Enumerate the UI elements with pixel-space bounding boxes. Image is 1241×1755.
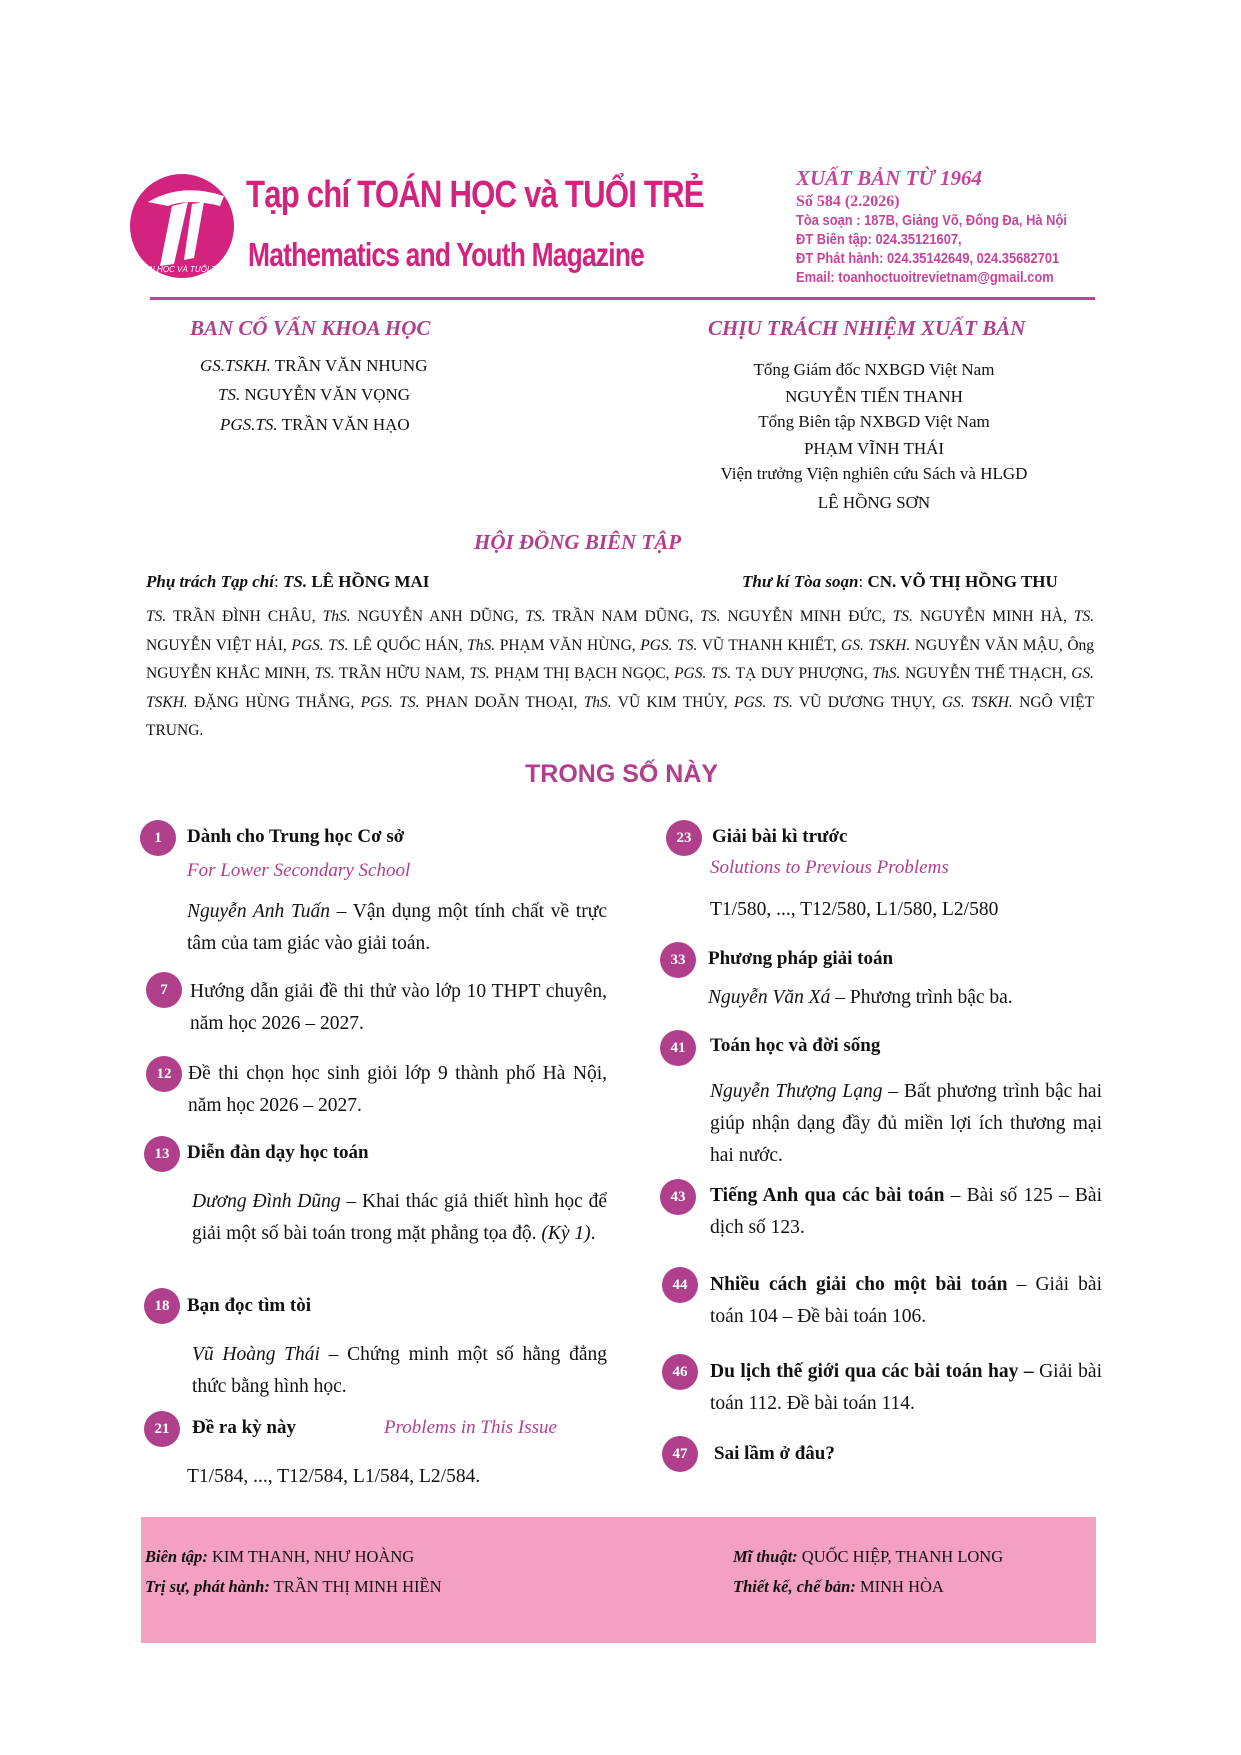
toc-section-heading[interactable]: Đề ra kỳ này — [192, 1417, 296, 1438]
toc-page-badge: 12 — [146, 1056, 182, 1092]
toc-section-heading[interactable]: Sai lầm ở đâu? — [714, 1443, 835, 1464]
toc-article[interactable]: Dương Đình Dũng – Khai thác giả thiết hình học để giải một số bài toán trong mặt phẳng tọa độ. (Kỳ 1). — [192, 1191, 608, 1244]
credit-design: Thiết kế, chế bản: MINH HÒA — [733, 1577, 944, 1596]
board-member: GS. TSKH. NGÔ VIỆT TRUNG — [146, 693, 1095, 739]
toc-title: TRONG SỐ NÀY — [525, 760, 719, 788]
board-member: ThS. NGUYỄN THẾ THẠCH — [872, 665, 1063, 682]
office-address: Tòa soạn : 187B, Giảng Võ, Đống Đa, Hà Nội — [796, 212, 1067, 229]
editorial-board-members: TS. TRẦN ĐÌNH CHÂU, ThS. NGUYỄN ANH DŨNG, TS. TRẦN NAM DŨNG, TS. NGUYỄN MINH ĐỨC, TS. NGUYỄN MINH HÀ, TS. NGUYỄN VIỆT HẢI, PGS. TS. LÊ QUỐC HÁN, ThS. PHẠM VĂN HÙNG, PGS. TS. VŨ THANH KHIẾT, GS. TSKH. NGUYỄN VĂN MẬU, Ông NGUYỄN KHẮC MINH, TS. TRẦN HỮU NAM, TS. PHẠM THỊ BẠCH NGỌC, PGS. TS. TẠ DUY PHƯỢNG, ThS. NGUYỄN THẾ THẠCH, GS. TSKH. ĐẶNG HÙNG THẮNG, PGS. TS. PHAN DOÃN THOẠI, ThS. VŨ KIM THỦY, PGS. TS. VŨ DƯƠNG THỤY, GS. TSKH. NGÔ VIỆT TRUNG. — [146, 608, 1095, 739]
toc-page-badge: 43 — [660, 1179, 696, 1215]
board-member: ThS. PHẠM VĂN HÙNG — [467, 636, 632, 654]
editorial-board-title: HỘI ĐỒNG BIÊN TẬP — [474, 530, 682, 554]
magazine-title-vietnamese: Tạp chí TOÁN HỌC và TUỔI TRẺ — [246, 174, 704, 216]
board-member: GS. TSKH. NGUYỄN VĂN MẬU — [841, 636, 1059, 654]
magazine-chief: Phụ trách Tạp chí: TS. LÊ HỒNG MAI — [146, 572, 430, 591]
credit-editors: Biên tập: KIM THANH, NHƯ HOÀNG — [145, 1547, 415, 1566]
toc-page-badge: 7 — [146, 972, 182, 1008]
board-member: Ông NGUYỄN KHẮC MINH — [146, 636, 1095, 682]
toc-page-badge: 47 — [662, 1436, 698, 1472]
toc-article[interactable]: Tiếng Anh qua các bài toán – Bài số 125 – Bài dịch số 123. — [710, 1185, 1102, 1238]
toc-section-heading[interactable]: Toán học và đời sống — [710, 1035, 881, 1056]
director-name: NGUYỄN TIẾN THANH — [785, 387, 963, 406]
board-member: ThS. VŨ KIM THỦY — [583, 693, 724, 711]
toc-page-badge: 46 — [662, 1354, 698, 1390]
toc-page-badge: 21 — [144, 1411, 180, 1447]
logo-caption: TOÁN HỌC VÀ TUỔI TRẺ — [132, 265, 228, 274]
toc-article[interactable]: T1/580, ..., T12/580, L1/580, L2/580 — [710, 899, 999, 920]
toc-article[interactable]: Nguyễn Anh Tuấn – Vận dụng một tính chất về trực tâm của tam giác vào giải toán. — [187, 901, 607, 954]
board-member: TS. NGUYỄN MINH HÀ — [892, 608, 1063, 625]
issue-number: Số 584 (2.2026) — [796, 193, 900, 210]
board-member: TS. TRẦN ĐÌNH CHÂU — [146, 608, 312, 625]
board-member: TS. NGUYỄN MINH ĐỨC — [700, 608, 882, 625]
institute-head-name: LÊ HỒNG SƠN — [817, 493, 931, 512]
editor-in-chief-name: PHẠM VĨNH THÁI — [803, 439, 945, 458]
distribution-phone: ĐT Phát hành: 024.35142649, 024.35682701 — [796, 250, 1060, 267]
magazine-logo — [128, 172, 236, 280]
toc-article[interactable]: Vũ Hoàng Thái – Chứng minh một số hằng đẳng thức bằng hình học. — [192, 1344, 607, 1397]
toc-section-subtitle: For Lower Secondary School — [187, 860, 411, 881]
staff-credits-box — [141, 1517, 1096, 1643]
toc-page-badge: 13 — [144, 1136, 180, 1172]
credit-administration: Trị sự, phát hành: TRẦN THỊ MINH HIỀN — [145, 1577, 442, 1596]
published-since: XUẤT BẢN TỪ 1964 — [796, 166, 983, 190]
director-role: Tổng Giám đốc NXBGD Việt Nam — [753, 360, 995, 379]
advisory-board-title: BAN CỐ VẤN KHOA HỌC — [190, 316, 431, 340]
advisory-member: PGS.TS. TRẦN VĂN HẠO — [220, 415, 410, 434]
header-divider — [150, 297, 1095, 300]
toc-page-badge: 41 — [660, 1030, 696, 1066]
board-member: PGS. TS. PHAN DOÃN THOẠI — [360, 693, 574, 711]
toc-section-heading[interactable]: Giải bài kì trước — [712, 826, 848, 847]
board-member: PGS. TS. LÊ QUỐC HÁN — [291, 636, 459, 654]
board-member: TS. NGUYỄN VIỆT HẢI — [146, 608, 1095, 654]
board-member: ThS. NGUYỄN ANH DŨNG — [322, 608, 515, 625]
toc-section-heading[interactable]: Dành cho Trung học Cơ sở — [187, 826, 405, 847]
toc-article[interactable]: Nguyễn Văn Xá – Phương trình bậc ba. — [708, 987, 1013, 1008]
toc-page-badge: 18 — [144, 1288, 180, 1324]
board-member: TS. TRẦN NAM DŨNG — [525, 608, 690, 625]
toc-section-heading[interactable]: Phương pháp giải toán — [708, 948, 894, 969]
toc-page-badge: 1 — [140, 820, 176, 856]
editorial-secretary: Thư kí Tòa soạn: CN. VÕ THỊ HỒNG THU — [742, 572, 1058, 591]
publication-info — [796, 166, 1096, 287]
institute-head-role: Viện trưởng Viện nghiên cứu Sách và HLGD — [720, 464, 1028, 483]
responsibility-title: CHỊU TRÁCH NHIỆM XUẤT BẢN — [708, 316, 1026, 340]
toc-section-subtitle: Problems in This Issue — [384, 1417, 557, 1438]
toc-page-badge: 44 — [662, 1267, 698, 1303]
board-member: PGS. TS. VŨ THANH KHIẾT — [640, 636, 833, 654]
board-member: PGS. TS. VŨ DƯƠNG THỤY — [734, 693, 932, 711]
board-member: TS. TRẦN HỮU NAM — [314, 665, 462, 682]
toc-page-badge: 33 — [660, 942, 696, 978]
toc-section-subtitle: Solutions to Previous Problems — [710, 857, 949, 878]
board-member: TS. PHẠM THỊ BẠCH NGỌC — [469, 665, 666, 682]
toc-article[interactable]: Hướng dẫn giải đề thi thử vào lớp 10 THPT chuyên, năm học 2026 – 2027. — [190, 981, 607, 1034]
advisory-member: TS. NGUYỄN VĂN VỌNG — [218, 385, 411, 404]
editor-phone: ĐT Biên tập: 024.35121607, — [796, 231, 962, 248]
toc-article[interactable]: T1/584, ..., T12/584, L1/584, L2/584. — [187, 1466, 481, 1487]
magazine-title-english: Mathematics and Youth Magazine — [248, 236, 645, 273]
toc-section-heading[interactable]: Diễn đàn dạy học toán — [187, 1142, 369, 1163]
toc-page-badge: 23 — [666, 820, 702, 856]
toc-article[interactable]: Du lịch thế giới qua các bài toán hay – Giải bài toán 112. Đề bài toán 114. — [710, 1361, 1102, 1414]
toc-section-heading[interactable]: Bạn đọc tìm tòi — [187, 1295, 312, 1316]
toc-article[interactable]: Đề thi chọn học sinh giỏi lớp 9 thành phố Hà Nội, năm học 2026 – 2027. — [188, 1063, 607, 1116]
contact-email[interactable]: Email: toanhoctuoitrevietnam@gmail.com — [796, 269, 1054, 286]
board-member: PGS. TS. TẠ DUY PHƯỢNG — [674, 665, 864, 682]
board-member: GS. TSKH. ĐẶNG HÙNG THẮNG — [146, 665, 1095, 711]
toc-article[interactable]: Nguyễn Thượng Lạng – Bất phương trình bậc hai giúp nhận dạng đầy đủ miền lợi ích thương mại hai nước. — [710, 1081, 1102, 1166]
credit-art: Mĩ thuật: QUỐC HIỆP, THANH LONG — [733, 1547, 1004, 1566]
toc-article[interactable]: Nhiều cách giải cho một bài toán – Giải bài toán 104 – Đề bài toán 106. — [710, 1274, 1102, 1327]
editor-in-chief-role: Tổng Biên tập NXBGD Việt Nam — [758, 412, 990, 431]
advisory-member: GS.TSKH. TRẦN VĂN NHUNG — [200, 356, 428, 375]
